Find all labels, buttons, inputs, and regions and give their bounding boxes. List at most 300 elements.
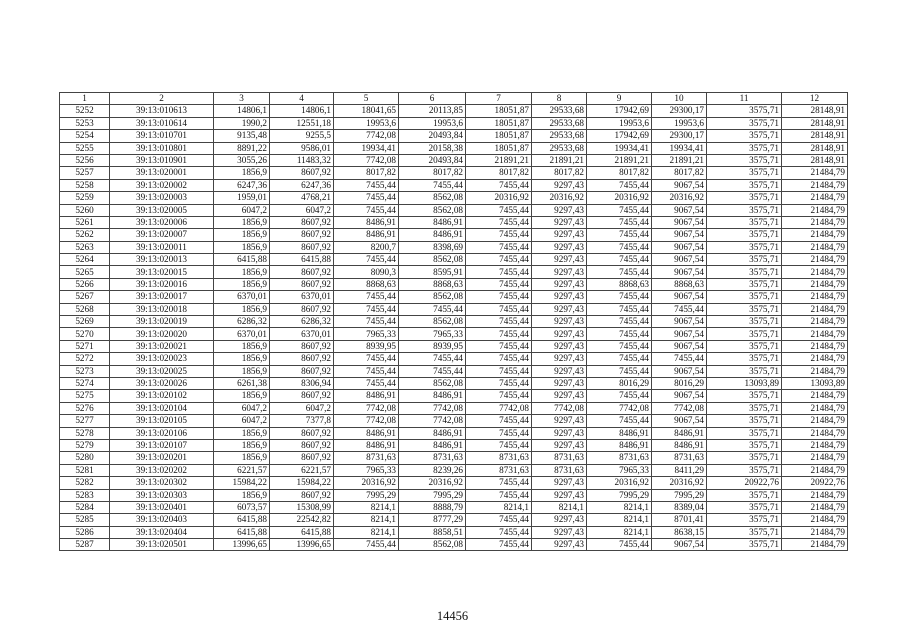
row-number-cell: 5256 (60, 154, 110, 166)
value-cell: 7455,44 (466, 514, 532, 526)
value-cell: 8016,29 (587, 377, 652, 389)
value-cell: 19953,6 (587, 117, 652, 129)
value-cell: 7455,44 (587, 539, 652, 551)
value-cell: 9297,43 (532, 477, 587, 489)
value-cell: 13996,65 (214, 539, 270, 551)
value-cell: 8858,51 (399, 526, 466, 538)
value-cell: 7455,44 (587, 340, 652, 352)
value-cell: 20113,85 (399, 105, 466, 117)
column-header: 11 (707, 93, 782, 105)
value-cell: 21484,79 (782, 303, 848, 315)
value-cell: 9067,54 (652, 179, 707, 191)
value-cell: 19953,6 (652, 117, 707, 129)
value-cell: 8731,63 (334, 452, 399, 464)
row-number-cell: 5268 (60, 303, 110, 315)
value-cell: 8607,92 (270, 427, 334, 439)
row-number-cell: 5286 (60, 526, 110, 538)
row-number-cell: 5267 (60, 291, 110, 303)
value-cell: 9297,43 (532, 266, 587, 278)
cadastral-number-cell: 39:13:020021 (110, 340, 214, 352)
value-cell: 21484,79 (782, 439, 848, 451)
value-cell: 6415,88 (214, 254, 270, 266)
value-cell: 8607,92 (270, 216, 334, 228)
value-cell: 7455,44 (587, 390, 652, 402)
value-cell: 6047,2 (214, 415, 270, 427)
table-row (60, 514, 848, 526)
value-cell: 8017,82 (399, 167, 466, 179)
value-cell: 20316,92 (587, 192, 652, 204)
value-cell: 1856,9 (214, 390, 270, 402)
value-cell: 20316,92 (652, 192, 707, 204)
table-row (60, 390, 848, 402)
data-table (59, 92, 848, 551)
value-cell: 7455,44 (334, 353, 399, 365)
table-body (60, 105, 848, 551)
row-number-cell: 5265 (60, 266, 110, 278)
value-cell: 9297,43 (532, 241, 587, 253)
value-cell: 8486,91 (652, 439, 707, 451)
value-cell: 6073,57 (214, 501, 270, 513)
table-row (60, 328, 848, 340)
value-cell: 28148,91 (782, 142, 848, 154)
value-cell: 9297,43 (532, 340, 587, 352)
table-row (60, 501, 848, 513)
value-cell: 19953,6 (334, 117, 399, 129)
value-cell: 18041,65 (334, 105, 399, 117)
table-row (60, 340, 848, 352)
column-header: 9 (587, 93, 652, 105)
value-cell: 8562,08 (399, 377, 466, 389)
value-cell: 8200,7 (334, 241, 399, 253)
value-cell: 21484,79 (782, 241, 848, 253)
value-cell: 9067,54 (652, 266, 707, 278)
value-cell: 8607,92 (270, 229, 334, 241)
value-cell: 21484,79 (782, 216, 848, 228)
value-cell: 3575,71 (707, 501, 782, 513)
value-cell: 8607,92 (270, 365, 334, 377)
cadastral-number-cell: 39:13:020501 (110, 539, 214, 551)
cadastral-number-cell: 39:13:020020 (110, 328, 214, 340)
column-header: 7 (466, 93, 532, 105)
value-cell: 7455,44 (466, 266, 532, 278)
value-cell: 8731,63 (466, 452, 532, 464)
value-cell: 3575,71 (707, 427, 782, 439)
table-row (60, 204, 848, 216)
value-cell: 8486,91 (399, 427, 466, 439)
cadastral-number-cell: 39:13:020007 (110, 229, 214, 241)
value-cell: 9255,5 (270, 130, 334, 142)
value-cell: 21484,79 (782, 390, 848, 402)
value-cell: 7455,44 (466, 241, 532, 253)
value-cell: 8777,29 (399, 514, 466, 526)
value-cell: 1856,9 (214, 439, 270, 451)
value-cell: 7455,44 (334, 204, 399, 216)
value-cell: 8595,91 (399, 266, 466, 278)
value-cell: 3575,71 (707, 105, 782, 117)
value-cell: 7455,44 (466, 340, 532, 352)
value-cell: 7455,44 (466, 353, 532, 365)
value-cell: 7455,44 (334, 316, 399, 328)
value-cell: 28148,91 (782, 105, 848, 117)
value-cell: 7742,08 (399, 415, 466, 427)
row-number-cell: 5276 (60, 402, 110, 414)
table-row (60, 254, 848, 266)
cadastral-number-cell: 39:13:020005 (110, 204, 214, 216)
value-cell: 7455,44 (466, 415, 532, 427)
value-cell: 17942,69 (587, 130, 652, 142)
value-cell: 7455,44 (466, 229, 532, 241)
value-cell: 7742,08 (334, 402, 399, 414)
value-cell: 7742,08 (587, 402, 652, 414)
value-cell: 9297,43 (532, 316, 587, 328)
value-cell: 6286,32 (270, 316, 334, 328)
value-cell: 7455,44 (652, 303, 707, 315)
value-cell: 8562,08 (399, 204, 466, 216)
table-row (60, 365, 848, 377)
value-cell: 8731,63 (532, 452, 587, 464)
value-cell: 14806,1 (214, 105, 270, 117)
value-cell: 3575,71 (707, 328, 782, 340)
value-cell: 8486,91 (334, 229, 399, 241)
value-cell: 9067,54 (652, 229, 707, 241)
value-cell: 8214,1 (532, 501, 587, 513)
value-cell: 9297,43 (532, 303, 587, 315)
value-cell: 9297,43 (532, 179, 587, 191)
value-cell: 7455,44 (587, 241, 652, 253)
value-cell: 9067,54 (652, 415, 707, 427)
value-cell: 1856,9 (214, 266, 270, 278)
value-cell: 3575,71 (707, 526, 782, 538)
value-cell: 8562,08 (399, 254, 466, 266)
table-row (60, 316, 848, 328)
table-row (60, 105, 848, 117)
value-cell: 8214,1 (334, 501, 399, 513)
value-cell: 14806,1 (270, 105, 334, 117)
value-cell: 6370,01 (270, 291, 334, 303)
value-cell: 8607,92 (270, 439, 334, 451)
value-cell: 21484,79 (782, 254, 848, 266)
row-number-cell: 5257 (60, 167, 110, 179)
value-cell: 3575,71 (707, 340, 782, 352)
value-cell: 6261,38 (214, 377, 270, 389)
value-cell: 3575,71 (707, 278, 782, 290)
value-cell: 7455,44 (334, 254, 399, 266)
value-cell: 7455,44 (466, 204, 532, 216)
value-cell: 21484,79 (782, 427, 848, 439)
value-cell: 21484,79 (782, 539, 848, 551)
table-row (60, 266, 848, 278)
value-cell: 21484,79 (782, 291, 848, 303)
row-number-cell: 5287 (60, 539, 110, 551)
value-cell: 7455,44 (587, 365, 652, 377)
row-number-cell: 5258 (60, 179, 110, 191)
value-cell: 7455,44 (587, 254, 652, 266)
row-number-cell: 5270 (60, 328, 110, 340)
value-cell: 1856,9 (214, 452, 270, 464)
value-cell: 9297,43 (532, 526, 587, 538)
value-cell: 21484,79 (782, 167, 848, 179)
value-cell: 7455,44 (334, 539, 399, 551)
value-cell: 8214,1 (587, 514, 652, 526)
value-cell: 8486,91 (399, 229, 466, 241)
value-cell: 8607,92 (270, 303, 334, 315)
value-cell: 28148,91 (782, 117, 848, 129)
cadastral-number-cell: 39:13:010801 (110, 142, 214, 154)
row-number-cell: 5263 (60, 241, 110, 253)
value-cell: 3575,71 (707, 316, 782, 328)
value-cell: 3575,71 (707, 365, 782, 377)
value-cell: 3575,71 (707, 303, 782, 315)
cadastral-number-cell: 39:13:020102 (110, 390, 214, 402)
value-cell: 1959,01 (214, 192, 270, 204)
value-cell: 19934,41 (652, 142, 707, 154)
column-header: 6 (399, 93, 466, 105)
row-number-cell: 5271 (60, 340, 110, 352)
cadastral-number-cell: 39:13:020019 (110, 316, 214, 328)
value-cell: 18051,87 (466, 130, 532, 142)
value-cell: 21484,79 (782, 316, 848, 328)
value-cell: 29300,17 (652, 130, 707, 142)
value-cell: 20316,92 (466, 192, 532, 204)
value-cell: 8214,1 (334, 514, 399, 526)
value-cell: 9297,43 (532, 278, 587, 290)
value-cell: 21484,79 (782, 192, 848, 204)
value-cell: 8486,91 (399, 390, 466, 402)
value-cell: 8239,26 (399, 464, 466, 476)
value-cell: 7455,44 (399, 179, 466, 191)
cadastral-number-cell: 39:13:020018 (110, 303, 214, 315)
value-cell: 6415,88 (214, 514, 270, 526)
table-header-row (60, 93, 848, 105)
value-cell: 3575,71 (707, 142, 782, 154)
table-row (60, 526, 848, 538)
value-cell: 1856,9 (214, 365, 270, 377)
value-cell: 8607,92 (270, 489, 334, 501)
value-cell: 7742,08 (334, 130, 399, 142)
value-cell: 9586,01 (270, 142, 334, 154)
value-cell: 9297,43 (532, 291, 587, 303)
cadastral-number-cell: 39:13:020107 (110, 439, 214, 451)
cadastral-number-cell: 39:13:020002 (110, 179, 214, 191)
value-cell: 21891,21 (587, 154, 652, 166)
value-cell: 7455,44 (334, 377, 399, 389)
cadastral-number-cell: 39:13:020023 (110, 353, 214, 365)
row-number-cell: 5266 (60, 278, 110, 290)
value-cell: 7455,44 (466, 489, 532, 501)
row-number-cell: 5260 (60, 204, 110, 216)
cadastral-number-cell: 39:13:020104 (110, 402, 214, 414)
value-cell: 7455,44 (587, 216, 652, 228)
value-cell: 29533,68 (532, 142, 587, 154)
value-cell: 21891,21 (652, 154, 707, 166)
value-cell: 7455,44 (652, 353, 707, 365)
value-cell: 7455,44 (466, 526, 532, 538)
value-cell: 7455,44 (466, 179, 532, 191)
value-cell: 1856,9 (214, 216, 270, 228)
value-cell: 9067,54 (652, 539, 707, 551)
value-cell: 7995,29 (652, 489, 707, 501)
value-cell: 3575,71 (707, 192, 782, 204)
value-cell: 7455,44 (334, 365, 399, 377)
value-cell: 21484,79 (782, 501, 848, 513)
table-row (60, 464, 848, 476)
value-cell: 8214,1 (587, 526, 652, 538)
value-cell: 9297,43 (532, 489, 587, 501)
value-cell: 8017,82 (587, 167, 652, 179)
row-number-cell: 5252 (60, 105, 110, 117)
value-cell: 6221,57 (270, 464, 334, 476)
row-number-cell: 5283 (60, 489, 110, 501)
value-cell: 21484,79 (782, 464, 848, 476)
value-cell: 9067,54 (652, 365, 707, 377)
value-cell: 9297,43 (532, 229, 587, 241)
value-cell: 3055,26 (214, 154, 270, 166)
value-cell: 8214,1 (466, 501, 532, 513)
value-cell: 8017,82 (466, 167, 532, 179)
cadastral-number-cell: 39:13:020202 (110, 464, 214, 476)
row-number-cell: 5259 (60, 192, 110, 204)
value-cell: 29533,68 (532, 105, 587, 117)
value-cell: 7455,44 (466, 439, 532, 451)
cadastral-number-cell: 39:13:020105 (110, 415, 214, 427)
value-cell: 21484,79 (782, 266, 848, 278)
value-cell: 20316,92 (399, 477, 466, 489)
value-cell: 7377,8 (270, 415, 334, 427)
value-cell: 6286,32 (214, 316, 270, 328)
value-cell: 7455,44 (466, 291, 532, 303)
value-cell: 9067,54 (652, 204, 707, 216)
row-number-cell: 5282 (60, 477, 110, 489)
value-cell: 20158,38 (399, 142, 466, 154)
value-cell: 7455,44 (587, 316, 652, 328)
value-cell: 7965,33 (334, 328, 399, 340)
cadastral-number-cell: 39:13:020011 (110, 241, 214, 253)
column-header: 12 (782, 93, 848, 105)
cadastral-number-cell: 39:13:020013 (110, 254, 214, 266)
cadastral-number-cell: 39:13:020403 (110, 514, 214, 526)
value-cell: 9297,43 (532, 427, 587, 439)
value-cell: 7742,08 (334, 154, 399, 166)
value-cell: 7455,44 (466, 365, 532, 377)
column-header: 5 (334, 93, 399, 105)
value-cell: 6247,36 (214, 179, 270, 191)
value-cell: 9067,54 (652, 316, 707, 328)
value-cell: 7455,44 (466, 390, 532, 402)
table-row (60, 353, 848, 365)
row-number-cell: 5285 (60, 514, 110, 526)
value-cell: 7742,08 (532, 402, 587, 414)
value-cell: 7455,44 (587, 204, 652, 216)
value-cell: 20316,92 (334, 477, 399, 489)
value-cell: 17942,69 (587, 105, 652, 117)
value-cell: 8486,91 (334, 390, 399, 402)
value-cell: 3575,71 (707, 216, 782, 228)
value-cell: 15984,22 (214, 477, 270, 489)
value-cell: 3575,71 (707, 117, 782, 129)
row-number-cell: 5272 (60, 353, 110, 365)
value-cell: 20316,92 (532, 192, 587, 204)
value-cell: 9135,48 (214, 130, 270, 142)
value-cell: 7455,44 (587, 266, 652, 278)
value-cell: 7455,44 (466, 216, 532, 228)
value-cell: 20493,84 (399, 130, 466, 142)
value-cell: 8411,29 (652, 464, 707, 476)
value-cell: 20493,84 (399, 154, 466, 166)
value-cell: 3575,71 (707, 204, 782, 216)
row-number-cell: 5264 (60, 254, 110, 266)
table-row (60, 192, 848, 204)
value-cell: 3575,71 (707, 130, 782, 142)
table-row (60, 179, 848, 191)
value-cell: 3575,71 (707, 254, 782, 266)
value-cell: 28148,91 (782, 154, 848, 166)
value-cell: 21484,79 (782, 489, 848, 501)
value-cell: 8016,29 (652, 377, 707, 389)
value-cell: 7742,08 (466, 402, 532, 414)
value-cell: 7455,44 (466, 254, 532, 266)
value-cell: 8868,63 (652, 278, 707, 290)
value-cell: 8868,63 (334, 278, 399, 290)
value-cell: 8607,92 (270, 353, 334, 365)
value-cell: 21484,79 (782, 179, 848, 191)
table-row (60, 439, 848, 451)
value-cell: 3575,71 (707, 489, 782, 501)
value-cell: 8017,82 (334, 167, 399, 179)
value-cell: 8731,63 (399, 452, 466, 464)
value-cell: 3575,71 (707, 402, 782, 414)
value-cell: 8607,92 (270, 241, 334, 253)
value-cell: 1856,9 (214, 353, 270, 365)
value-cell: 8486,91 (334, 427, 399, 439)
value-cell: 20316,92 (652, 477, 707, 489)
cadastral-number-cell: 39:13:020015 (110, 266, 214, 278)
value-cell: 21484,79 (782, 340, 848, 352)
value-cell: 9067,54 (652, 328, 707, 340)
value-cell: 7455,44 (334, 192, 399, 204)
value-cell: 7455,44 (587, 291, 652, 303)
value-cell: 7455,44 (466, 303, 532, 315)
cadastral-number-cell: 39:13:020016 (110, 278, 214, 290)
cadastral-number-cell: 39:13:020017 (110, 291, 214, 303)
value-cell: 8607,92 (270, 340, 334, 352)
value-cell: 8486,91 (399, 439, 466, 451)
value-cell: 11483,32 (270, 154, 334, 166)
cadastral-number-cell: 39:13:010613 (110, 105, 214, 117)
column-header: 3 (214, 93, 270, 105)
table-row (60, 216, 848, 228)
value-cell: 8607,92 (270, 390, 334, 402)
value-cell: 7455,44 (587, 303, 652, 315)
value-cell: 7965,33 (587, 464, 652, 476)
value-cell: 8891,22 (214, 142, 270, 154)
table-row (60, 241, 848, 253)
value-cell: 3575,71 (707, 179, 782, 191)
value-cell: 21484,79 (782, 278, 848, 290)
table-row (60, 229, 848, 241)
table-row (60, 117, 848, 129)
value-cell: 1990,2 (214, 117, 270, 129)
value-cell: 8731,63 (466, 464, 532, 476)
value-cell: 8486,91 (652, 427, 707, 439)
table-row (60, 167, 848, 179)
row-number-cell: 5261 (60, 216, 110, 228)
value-cell: 9297,43 (532, 377, 587, 389)
column-header: 8 (532, 93, 587, 105)
value-cell: 6415,88 (270, 254, 334, 266)
value-cell: 21484,79 (782, 353, 848, 365)
value-cell: 3575,71 (707, 353, 782, 365)
cadastral-number-cell: 39:13:020201 (110, 452, 214, 464)
